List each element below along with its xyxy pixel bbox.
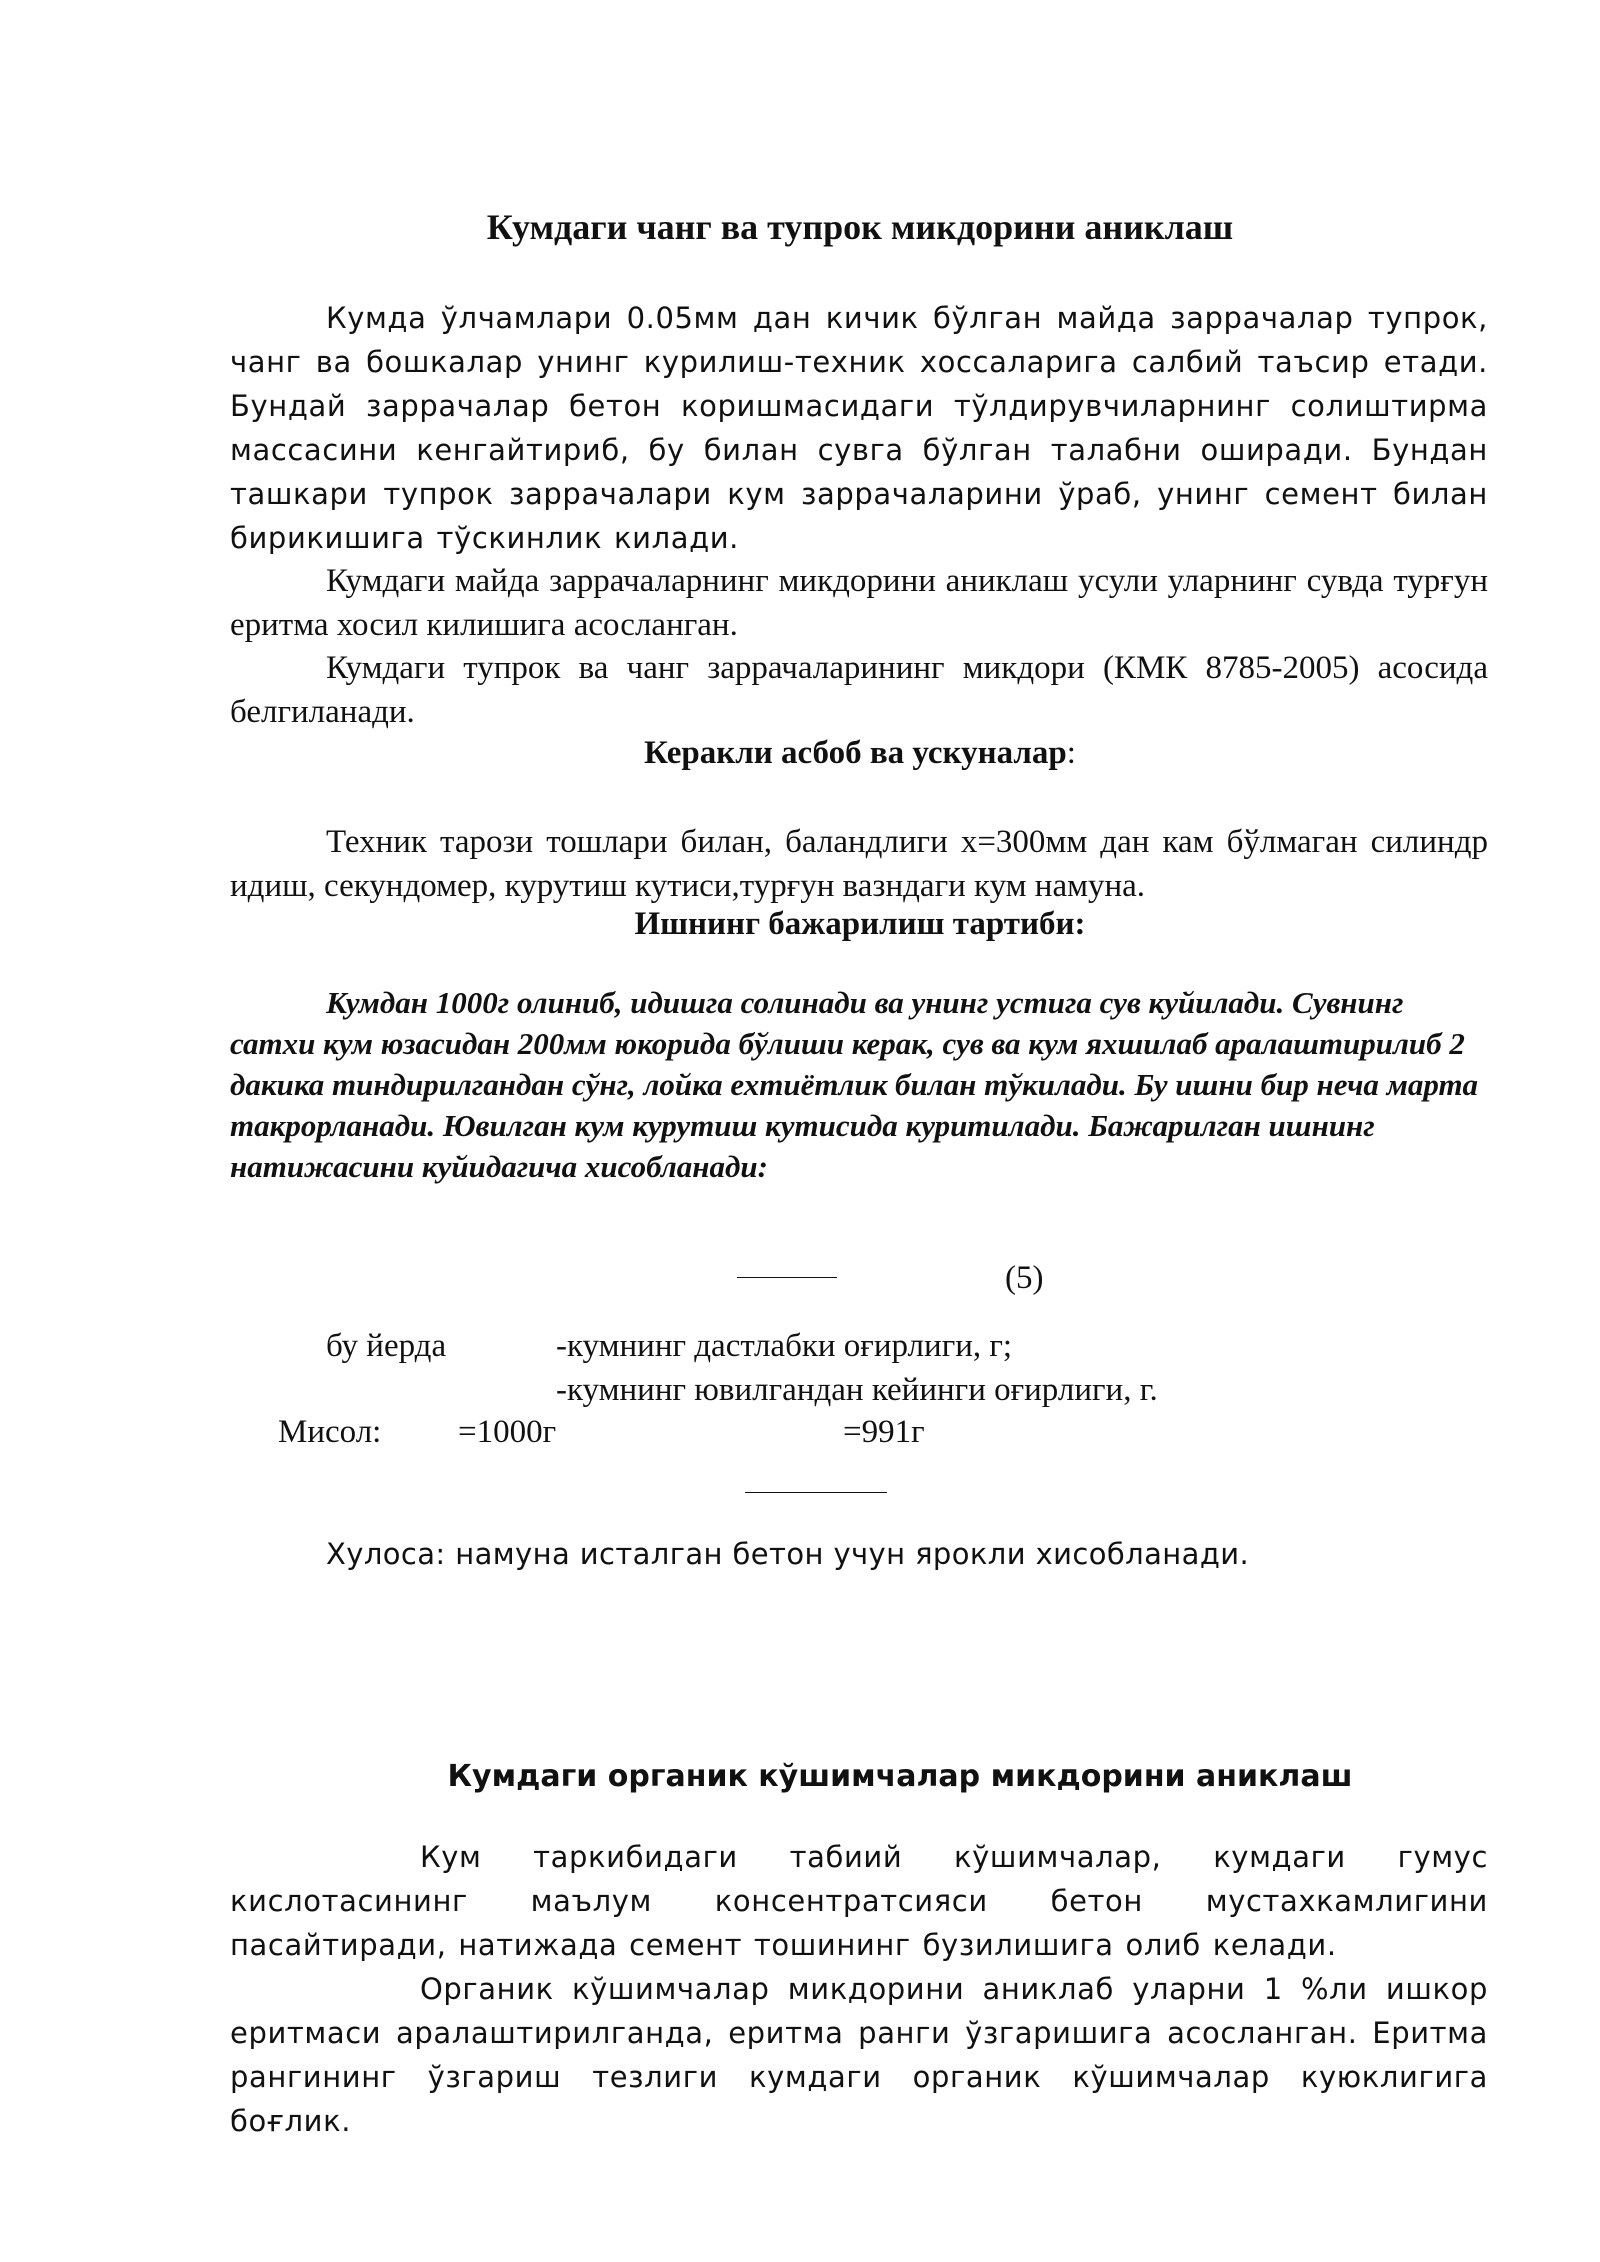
equipment-heading-colon: : xyxy=(1066,735,1076,771)
equipment-heading-text: Керакли асбоб ва ускуналар xyxy=(644,735,1067,771)
procedure-heading: Ишнинг бажарилиш тартиби: xyxy=(634,906,1086,942)
where-label: бу йерда xyxy=(326,1328,447,1364)
section2-paragraph-1: Кум таркибидаги табиий кўшимчалар, кумдаги гумус кислотасининг маълум консентратсияси бетон мустахкамлигини пасайтиради, натижада семент тошининг бузилишига олиб келади. xyxy=(230,1840,1488,1962)
formula-fraction-line xyxy=(737,1277,837,1278)
definition-initial-mass: -кумнинг дастлабки оғирлиги, г; xyxy=(556,1328,1013,1364)
conclusion-text: Хулоса: намуна исталган бетон учун ярокли хисобланади. xyxy=(326,1537,1250,1571)
example-washed-mass: =991г xyxy=(843,1414,925,1450)
section1-title: Кумдаги чанг ва тупрок микдорини аниклаш xyxy=(486,207,1234,247)
section2-paragraph-2: Органик кўшимчалар микдорини аниклаб уларни 1 %ли ишкор еритмаси аралаштирилганда, еритма ранги ўзгаришига асосланган. Еритма рангининг ўзгариш тезлиги кумдаги органик кўшимчалар куюклигига боғлик. xyxy=(230,1972,1488,2138)
section1-paragraph-3: Кумдаги тупрок ва чанг заррачаларининг микдори (КМК 8785-2005) асосида белгиланади. xyxy=(230,650,1488,730)
example-initial-mass: =1000г xyxy=(458,1414,557,1450)
section1-paragraph-2: Кумдаги майда заррачаларнинг микдорини аниклаш усули уларнинг сувда турғун еритма хосил килишига асосланган. xyxy=(230,563,1488,643)
example-fraction-line xyxy=(745,1492,887,1493)
equipment-heading xyxy=(0,735,1600,772)
example-label: Мисол: xyxy=(278,1414,382,1450)
equipment-paragraph: Техник тарози тошлари билан, баландлиги х=300мм дан кам бўлмаган силиндр идиш, секундомер, курутиш кутиси,турғун вазндаги кум намуна. xyxy=(230,824,1488,904)
section2-title: Кумдаги органик кўшимчалар микдорини аниклаш xyxy=(447,1759,1353,1794)
section1-paragraph-1: Кумда ўлчамлари 0.05мм дан кичик бўлган майда заррачалар тупрок, чанг ва бошкалар унинг курилиш-техник хоссаларига салбий таъсир етади. Бундай заррачалар бетон коришмасидаги тўлдирувчиларнинг солиштирма массасини кенгайтириб, бу билан сувга бўлган талабни оширади. Бундан ташкари тупрок заррачалари кум заррачаларини ўраб, унинг семент билан бирикишига тўскинлик килади. xyxy=(230,301,1488,555)
procedure-paragraph: Кумдан 1000г олиниб, идишга солинади ва унинг устига сув куйилади. Сувнинг сатхи кум юзасидан 200мм юкорида бўлиши керак, сув ва кум яхшилаб аралаштирилиб 2 дакика тиндирилгандан сўнг, лойка ехтиётлик билан тўкилади. Бу ишни бир неча марта такрорланади. Ювилган кум курутиш кутисида куритилади. Бажарилган ишнинг натижасини куйидагича хисобланади: xyxy=(230,985,1479,1184)
formula-number: (5) xyxy=(1005,1260,1044,1296)
definition-washed-mass: -кумнинг ювилгандан кейинги оғирлиги, г. xyxy=(556,1372,1158,1408)
